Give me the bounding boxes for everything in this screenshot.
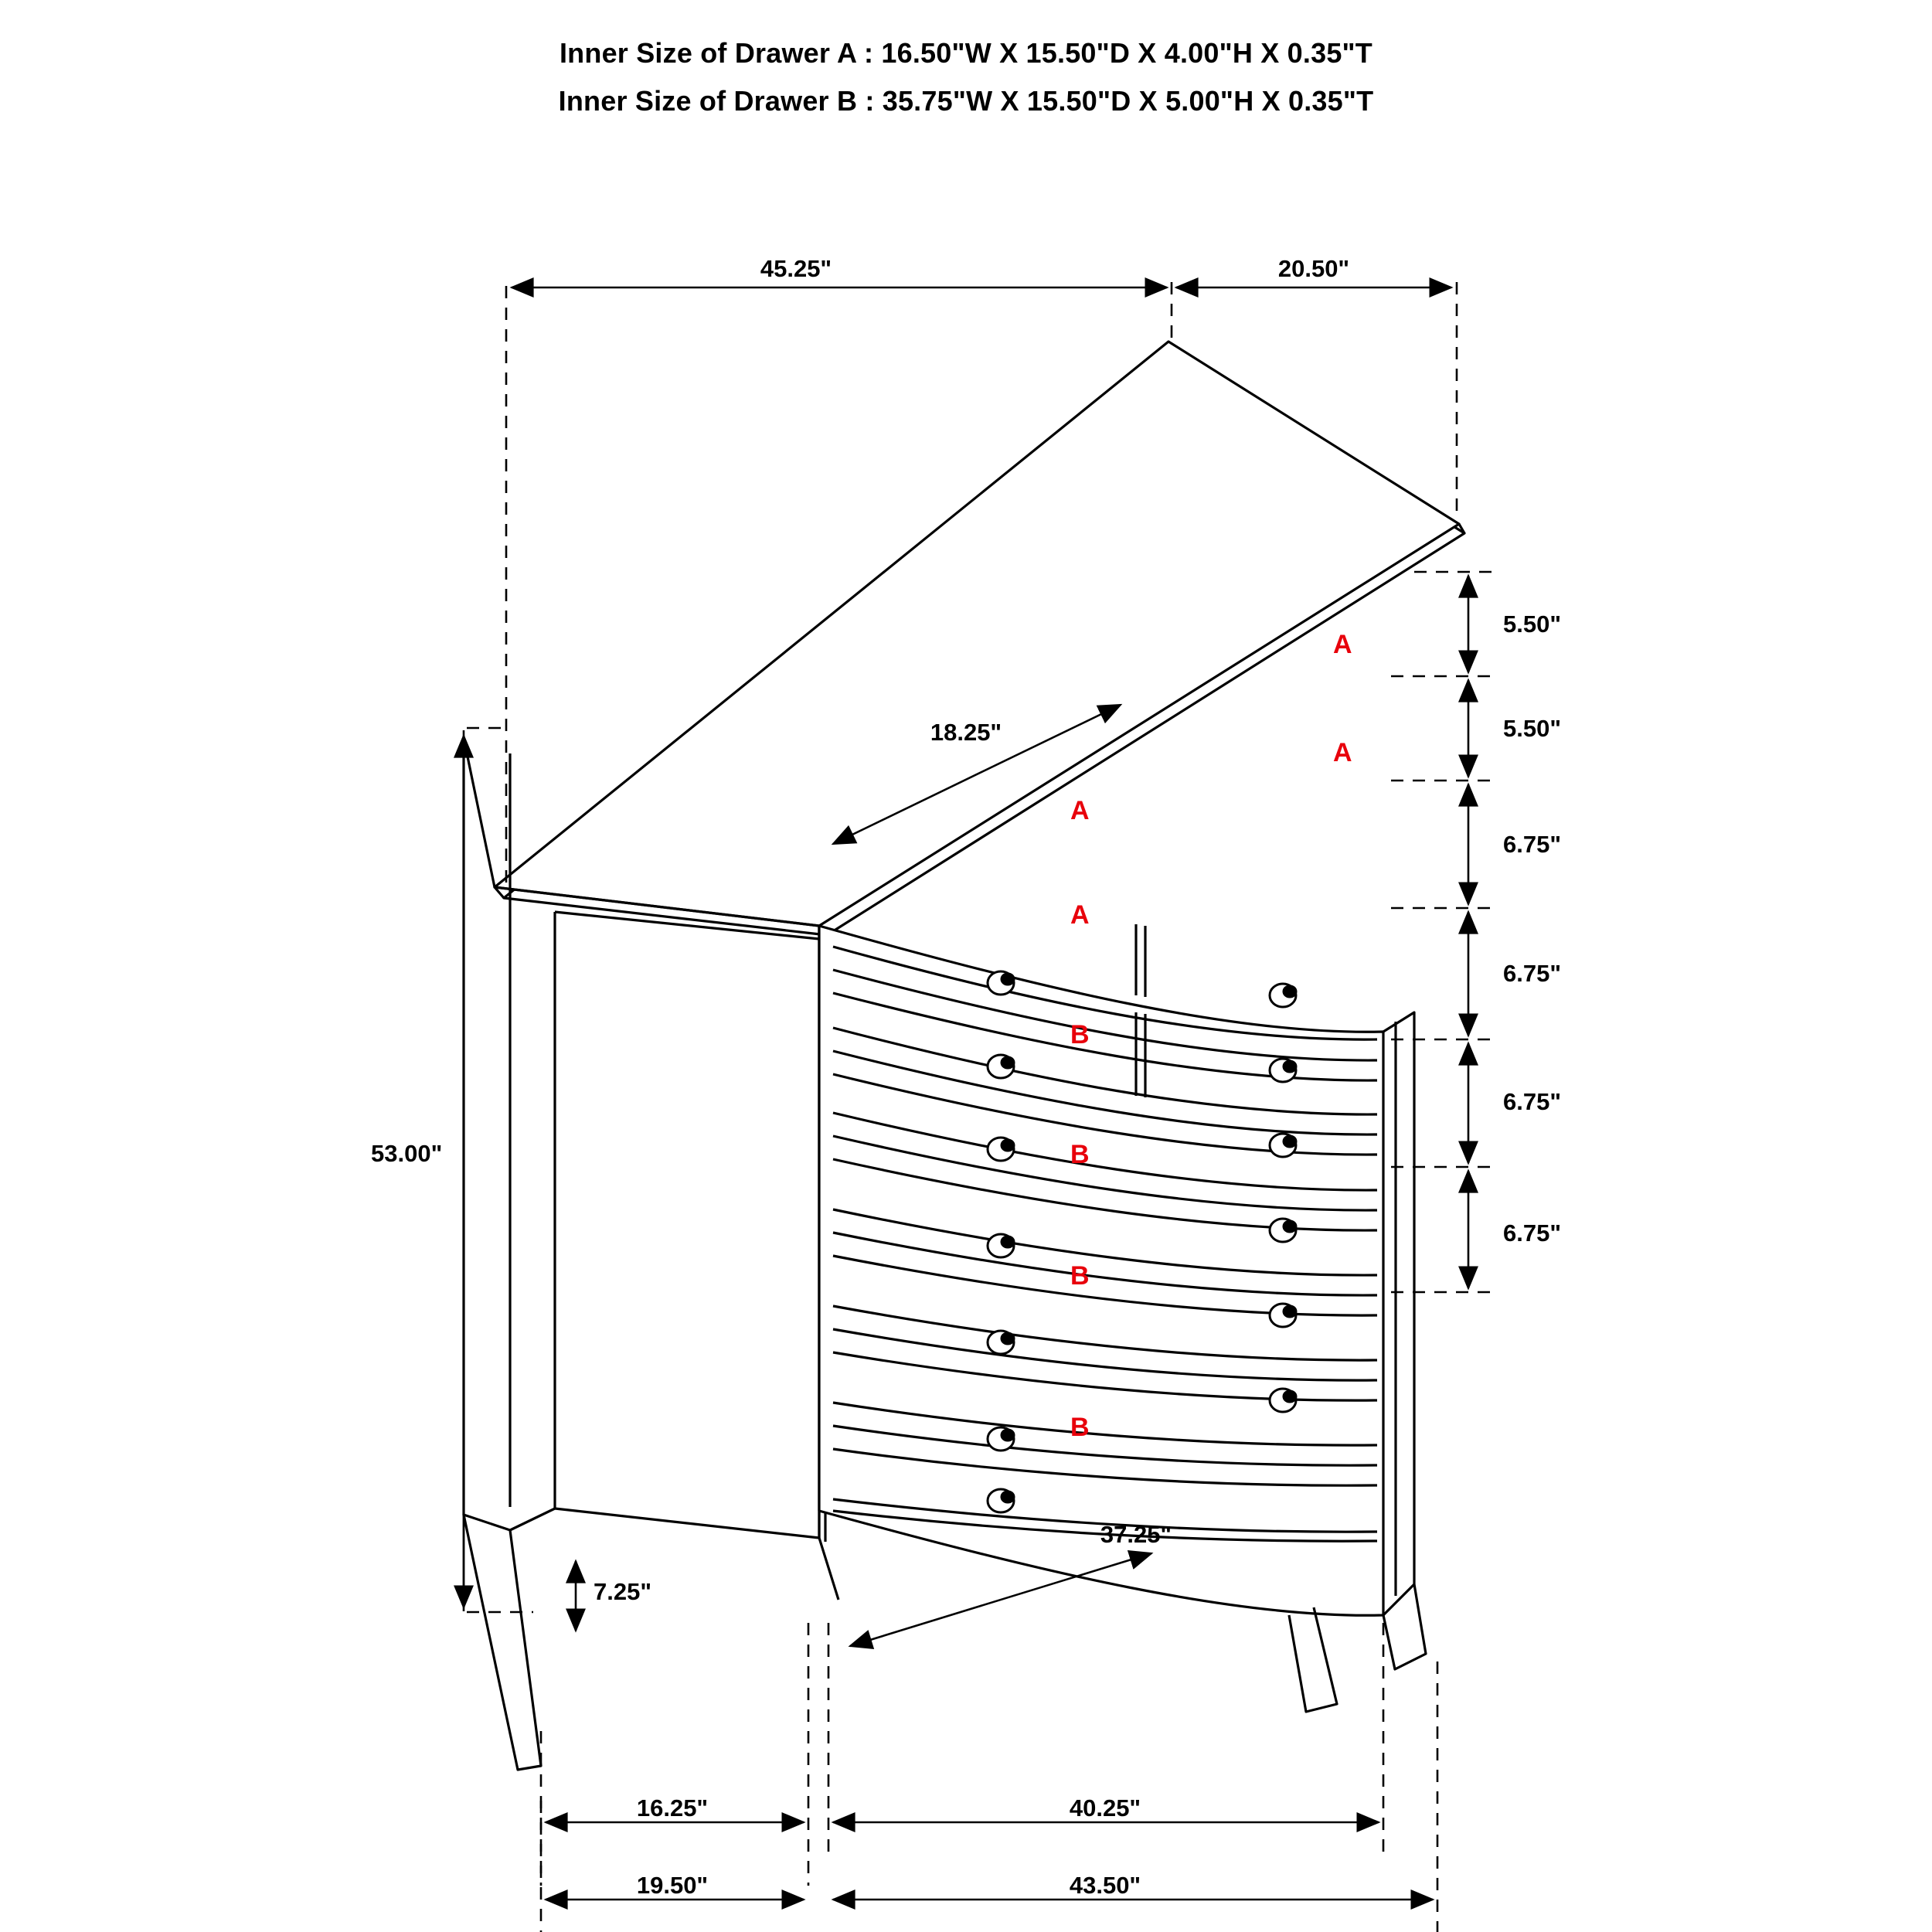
header-line-1: Inner Size of Drawer A : 16.50"W X 15.50"D X 4.00"H X 0.35"T — [559, 37, 1372, 69]
drawer-label-a-top-left: A — [1070, 796, 1090, 825]
cabinet-outline — [464, 342, 1464, 1770]
dim-front-width: 37.25" — [1100, 1521, 1172, 1548]
header-line-2: Inner Size of Drawer B : 35.75"W X 15.50"D X 5.00"H X 0.35"T — [558, 85, 1374, 117]
dim-right-4: 6.75" — [1503, 960, 1562, 987]
dim-top-face-depth: 18.25" — [930, 719, 1002, 746]
dim-right-1: 5.50" — [1503, 611, 1562, 638]
dim-top-left: 45.25" — [760, 255, 832, 282]
dim-base-right: 43.50" — [1069, 1872, 1141, 1899]
dim-base-left: 19.50" — [636, 1872, 709, 1899]
dim-top-right: 20.50" — [1277, 255, 1350, 282]
dim-right-3: 6.75" — [1503, 831, 1562, 858]
dim-bottom-left: 16.25" — [636, 1794, 709, 1821]
dim-right-6: 6.75" — [1503, 1219, 1562, 1247]
drawer-label-a-second-left: A — [1070, 900, 1090, 930]
dim-bottom-right: 40.25" — [1069, 1794, 1141, 1821]
drawer-label-b-sixth: B — [1070, 1413, 1090, 1442]
dim-right-5: 6.75" — [1503, 1088, 1562, 1115]
drawer-label-b-fifth: B — [1070, 1261, 1090, 1291]
dim-right-2: 5.50" — [1503, 715, 1562, 742]
dim-overall-height: 53.00" — [371, 1140, 443, 1167]
drawer-label-a-top-right: A — [1333, 630, 1352, 659]
dim-leg-height: 7.25" — [594, 1578, 652, 1605]
drawer-label-a-second-right: A — [1333, 738, 1352, 767]
drawer-label-b-fourth: B — [1070, 1140, 1090, 1169]
drawer-label-b-third: B — [1070, 1020, 1090, 1049]
